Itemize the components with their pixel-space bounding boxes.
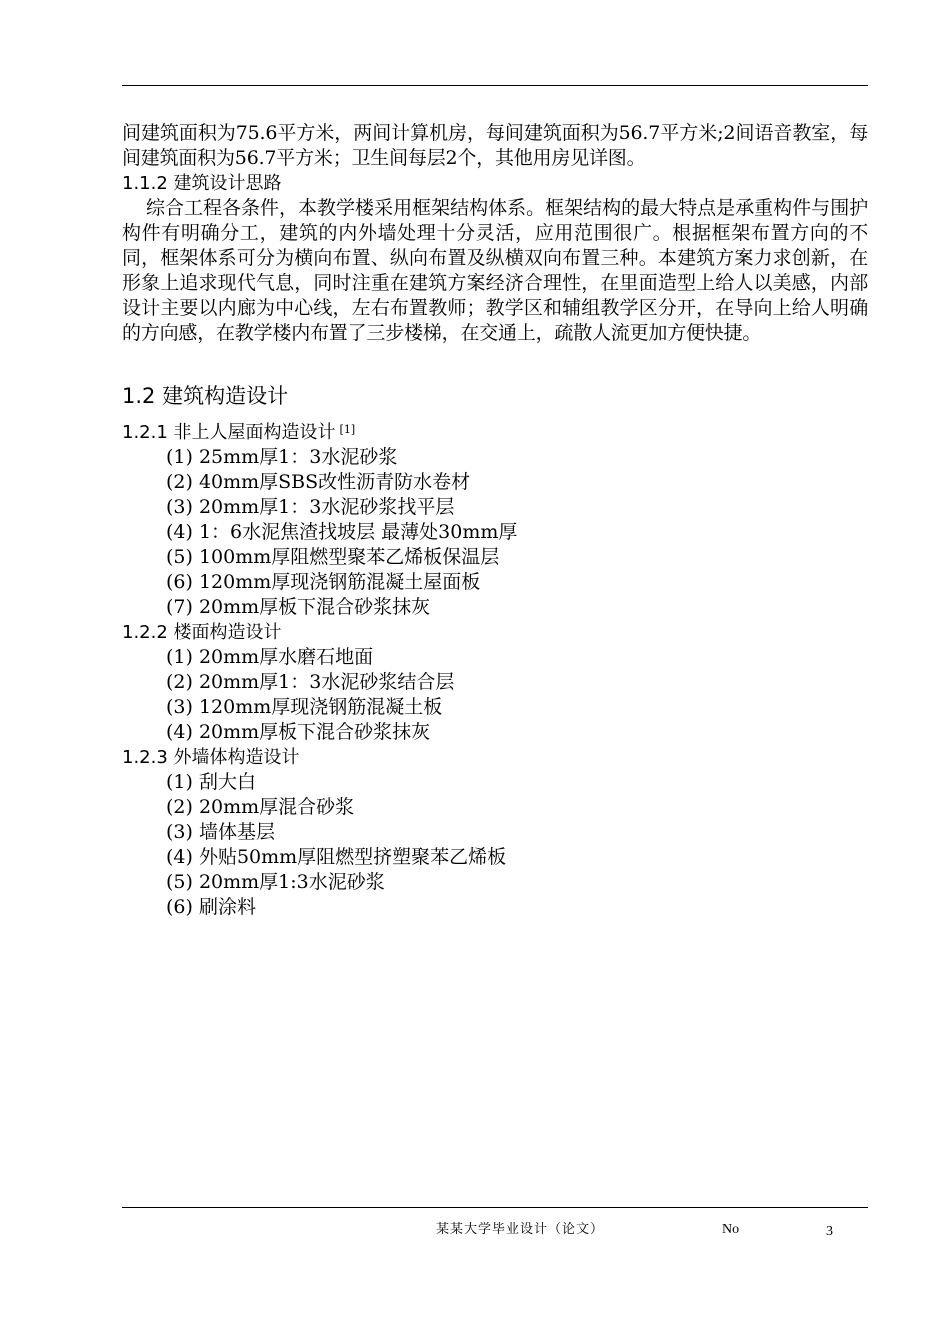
section-gap [122, 346, 868, 382]
page-number: 3 [826, 1224, 833, 1239]
page-body [122, 121, 868, 920]
list-item: (1) 20mm厚水磨石地面 [166, 646, 374, 668]
paragraph-design-concept: 综合工程各条件，本教学楼采用框架结构体系。框架结构的最大特点是承重构件与围护构件有明确分工，建筑的内外墙处理十分灵活，应用范围很广。根据框架布置方向的不同，框架体系可分为横向布置、纵向布置及纵横双向布置三种。本建筑方案力求创新，在形象上追求现代气息，同时注重在建筑方案经济合理性，在里面造型上给人以美感，内部设计主要以内廊为中心线，左右布置教师；教学区和辅组教学区分开，在导向上给人明确的方向感，在教学楼内布置了三步楼梯，在交通上，疏散人流更加方便快捷。 [122, 197, 868, 344]
list-item: (5) 100mm厚阻燃型聚苯乙烯板保温层 [166, 546, 500, 568]
heading-1-2-3: 1.2.3 外墙体构造设计 [122, 747, 300, 768]
paragraph-continued: 间建筑面积为75.6平方米，两间计算机房，每间建筑面积为56.7平方米;2间语音教室，每间建筑面积为56.7平方米；卫生间每层2个，其他用房见详图。 [122, 122, 868, 169]
wall-layers-list [122, 770, 868, 920]
roof-layers-list [122, 445, 868, 620]
list-item: (1) 刮大白 [166, 771, 256, 793]
list-item: (4) 1：6水泥焦渣找坡层 最薄处30mm厚 [166, 521, 518, 543]
heading-1-1-2: 1.1.2 建筑设计思路 [122, 173, 282, 194]
list-item: (3) 120mm厚现浇钢筋混凝土板 [166, 696, 443, 718]
header-rule [122, 85, 868, 86]
footer-rule [122, 1207, 868, 1208]
floor-layers-list [122, 645, 868, 745]
list-item: (2) 40mm厚SBS改性沥青防水卷材 [166, 471, 471, 493]
list-item: (4) 20mm厚板下混合砂浆抹灰 [166, 721, 431, 743]
section-gap-small [122, 410, 868, 420]
footer-title: 某某大学毕业设计（论文） [436, 1222, 605, 1237]
citation-ref: [1] [339, 423, 356, 436]
list-item: (3) 20mm厚1：3水泥砂浆找平层 [166, 496, 455, 518]
list-item: (3) 墙体基层 [166, 821, 275, 843]
list-item: (2) 20mm厚1：3水泥砂浆结合层 [166, 671, 455, 693]
heading-1-2-2: 1.2.2 楼面构造设计 [122, 622, 282, 643]
list-item: (2) 20mm厚混合砂浆 [166, 796, 355, 818]
list-item: (6) 120mm厚现浇钢筋混凝土屋面板 [166, 571, 481, 593]
heading-1-2-1 [122, 420, 868, 445]
page-footer [0, 1218, 950, 1242]
list-item: (4) 外贴50mm厚阻燃型挤塑聚苯乙烯板 [166, 846, 507, 868]
list-item: (7) 20mm厚板下混合砂浆抹灰 [166, 596, 431, 618]
list-item: (5) 20mm厚1:3水泥砂浆 [166, 871, 385, 893]
list-item: (6) 刷涂料 [166, 896, 256, 918]
footer-no-label: No [722, 1222, 740, 1237]
heading-1-2: 1.2 建筑构造设计 [122, 384, 289, 408]
heading-1-2-1-text: 1.2.1 非上人屋面构造设计 [122, 422, 336, 443]
list-item: (1) 25mm厚1：3水泥砂浆 [166, 446, 398, 468]
